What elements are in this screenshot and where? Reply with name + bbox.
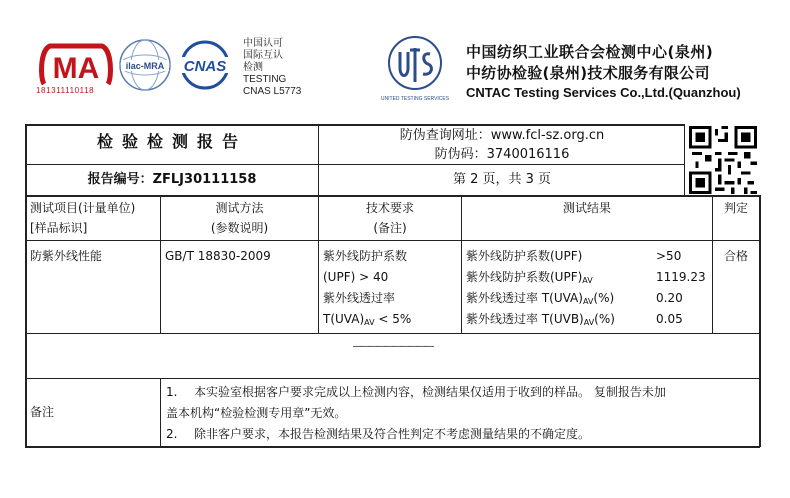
ilac-logo-text: ilac-MRA: [125, 61, 165, 71]
result-value: 0.05: [656, 312, 683, 326]
org-name-cn-2: 中纺协检验(泉州)技术服务有限公司: [466, 64, 710, 82]
header-requirement: [319, 198, 461, 238]
page-info: 第 2 页，共 3 页: [452, 172, 552, 187]
result-line: 紫外线透过率 $T(UVA)_{AV}(\%)$ 0.20: [466, 288, 710, 309]
cert-line: 国际互认: [243, 50, 283, 61]
note-1-cont: 盖本机构“检验检测专用章”无效。: [166, 406, 347, 420]
header-text: 测试项目(计量单位): [30, 201, 136, 215]
row-test-item: 防紫外线性能: [30, 249, 103, 263]
header-text: (备注): [373, 221, 407, 235]
qr-code: [689, 126, 757, 194]
ilac-mra-logo: [118, 38, 172, 92]
cnas-logo-text: CNAS: [183, 58, 227, 75]
verify-url: 防伪查询网址：www.fcl-sz.org.cn: [399, 128, 605, 143]
note-1: 1. 本实验室根据客户要求完成以上检测内容，检测结果仅适用于收到的样品。 复制报告未加: [166, 385, 666, 399]
notes-content: [166, 382, 756, 445]
report-title: 检验检测报告: [96, 132, 247, 151]
result-line: 紫外线防护系数(UPF) >50: [466, 246, 710, 267]
header-text: (参数说明): [210, 221, 269, 235]
org-name-cn-1: 中国纺织工业联合会检测中心(泉州): [466, 43, 714, 61]
cert-line: 检测: [243, 62, 263, 73]
req-line: 紫外线透过率: [323, 291, 396, 305]
req-line: $T(UVA)_{AV} < 5\%$: [323, 312, 412, 327]
org-name-en: CNTAC Testing Services Co.,Ltd.(Quanzhou): [466, 85, 741, 100]
req-line: (UPF) > 40: [323, 270, 389, 284]
uts-logo: [380, 34, 450, 104]
header-verdict: 判定: [723, 201, 748, 215]
cma-number: 181311110118: [36, 86, 95, 95]
cert-line: 中国认可: [243, 38, 283, 49]
result-value: 0.20: [656, 291, 683, 305]
header-text: [样品标识]: [30, 221, 88, 235]
accreditation-text: [243, 38, 301, 98]
cma-logo-text: MA: [52, 52, 100, 85]
header-test-method: [161, 198, 318, 238]
cert-line: CNAS L5773: [243, 86, 302, 97]
verify-code: 防伪码：3740016116: [434, 147, 570, 162]
cnas-logo: [172, 40, 238, 90]
result-value: 1119.23: [656, 270, 706, 284]
row-results: [466, 246, 710, 330]
result-line: 紫外线防护系数$(UPF)_{AV}$ 1119.23: [466, 267, 710, 288]
cma-logo: [36, 40, 116, 92]
header-text: 测试方法: [215, 201, 264, 215]
notes-label: 备注: [30, 405, 55, 419]
cert-line: TESTING: [243, 74, 287, 85]
result-line: 紫外线透过率 $T(UVB)_{AV}(\%)$ 0.05: [466, 309, 710, 330]
header-result: 测试结果: [562, 201, 611, 215]
end-separator: ——————————: [352, 341, 433, 352]
row-requirement: [323, 246, 411, 333]
note-2: 2. 除非客户要求，本报告检测结果及符合性判定不考虑测量结果的不确定度。: [166, 427, 591, 441]
header-test-item: [30, 198, 160, 238]
row-test-method: GB/T 18830-2009: [165, 249, 271, 263]
uts-logo-caption: UNITED TESTING SERVICES: [380, 96, 450, 102]
req-line: 紫外线防护系数: [323, 249, 408, 263]
report-number: 报告编号：ZFLJ30111158: [87, 172, 257, 187]
result-value: >50: [656, 249, 682, 263]
organization-name: [466, 42, 741, 101]
row-verdict: 合格: [723, 249, 748, 263]
header-text: 技术要求: [365, 201, 414, 215]
